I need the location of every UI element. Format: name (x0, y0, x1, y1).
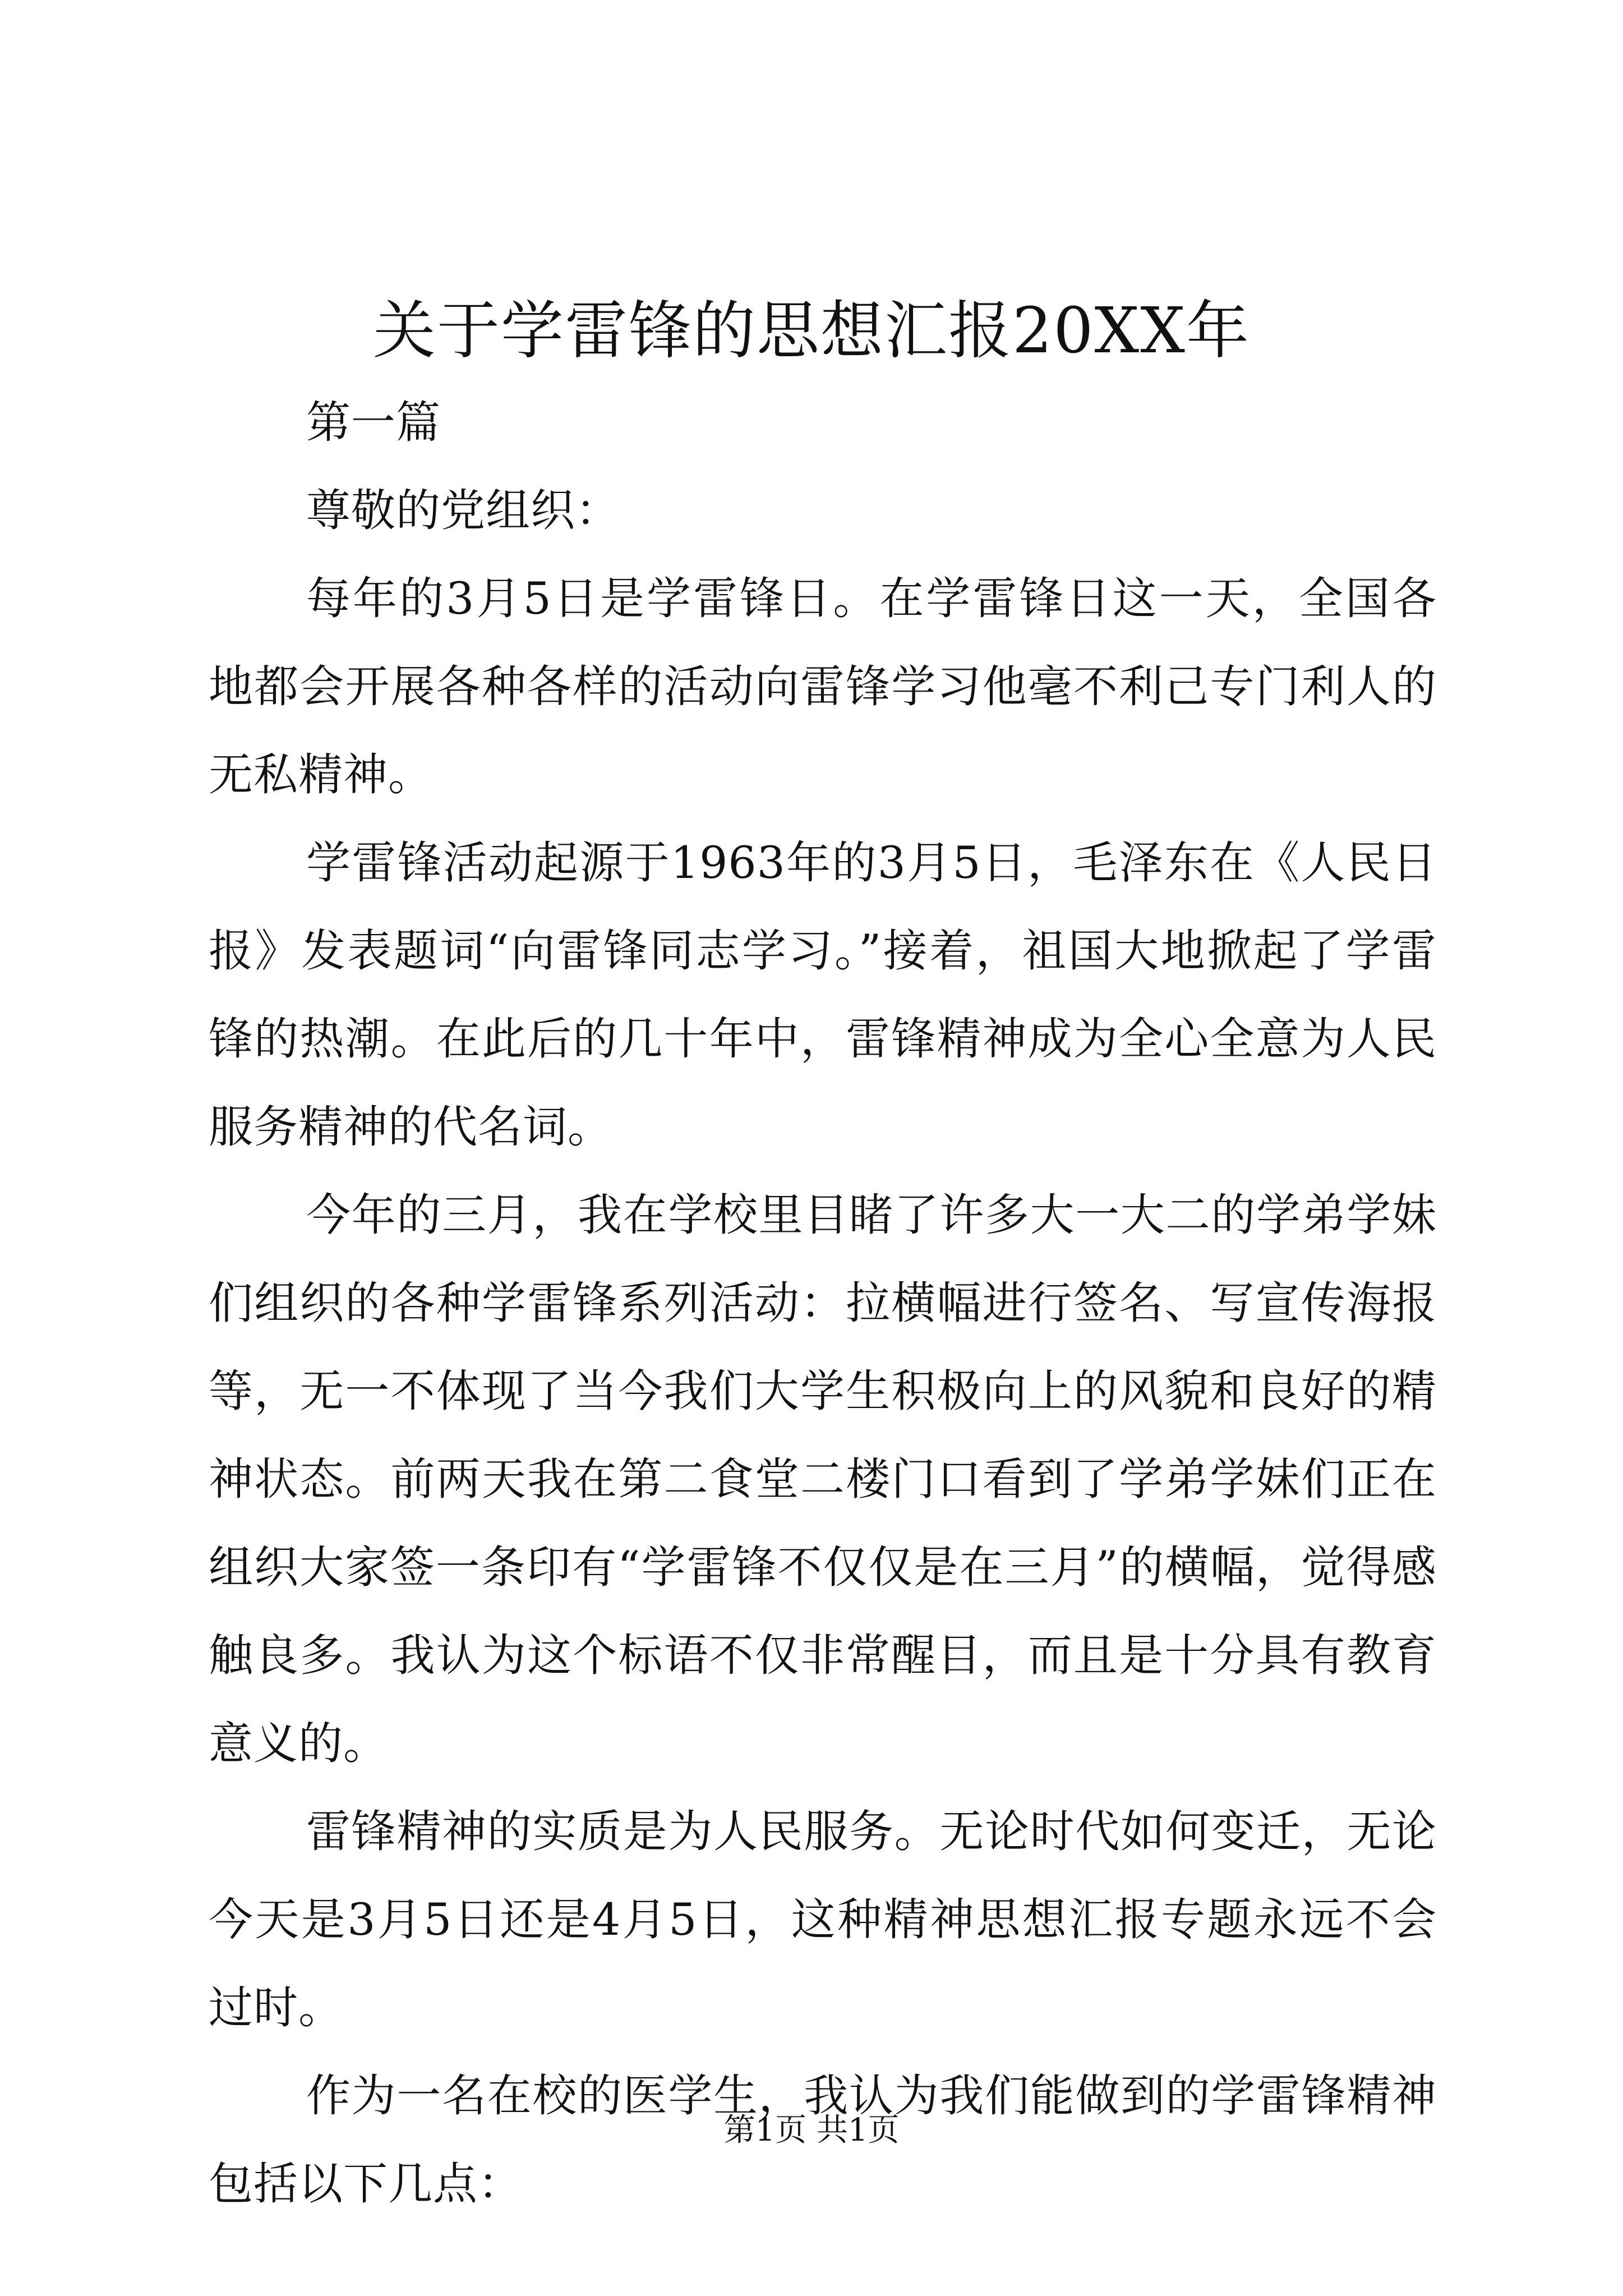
paragraph: 今年的三月，我在学校里目睹了许多大一大二的学弟学妹们组织的各种学雷锋系列活动：拉横幅进行签名、写宣传海报等，无一不体现了当今我们大学生积极向上的风貌和良好的精神状态。前两天我在第二食堂二楼门口看到了学弟学妹们正在组织大家签一条印有“学雷锋不仅仅是在三月”的横幅，觉得感触良多。我认为这个标语不仅非常醒目，而且是十分具有教育意义的。 (209, 1189, 1437, 1769)
paragraph: 学雷锋活动起源于1963年的3月5日，毛泽东在《人民日报》发表题词“向雷锋同志学习。”接着，祖国大地掀起了学雷锋的热潮。在此后的几十年中，雷锋精神成为全心全意为人民服务精神的代名词。 (209, 837, 1437, 1153)
paragraph: 雷锋精神的实质是为人民服务。无论时代如何变迁，无论今天是3月5日还是4月5日，这种精神思想汇报专题永远不会过时。 (209, 1806, 1437, 2033)
document-body (209, 379, 1437, 2228)
salutation: 尊敬的党组织： (306, 485, 620, 536)
page-footer: 第1页 共1页 (723, 2112, 900, 2148)
paragraph: 作为一名在校的医学生，我认为我们能做到的学雷锋精神包括以下几点： (209, 2070, 1437, 2210)
section-heading: 第一篇 (306, 397, 441, 448)
document-title: 关于学雷锋的思想汇报20XX年 (373, 295, 1250, 367)
paragraph: 每年的3月5日是学雷锋日。在学雷锋日这一天，全国各地都会开展各种各样的活动向雷锋学习他毫不利己专门利人的无私精神。 (209, 573, 1437, 800)
